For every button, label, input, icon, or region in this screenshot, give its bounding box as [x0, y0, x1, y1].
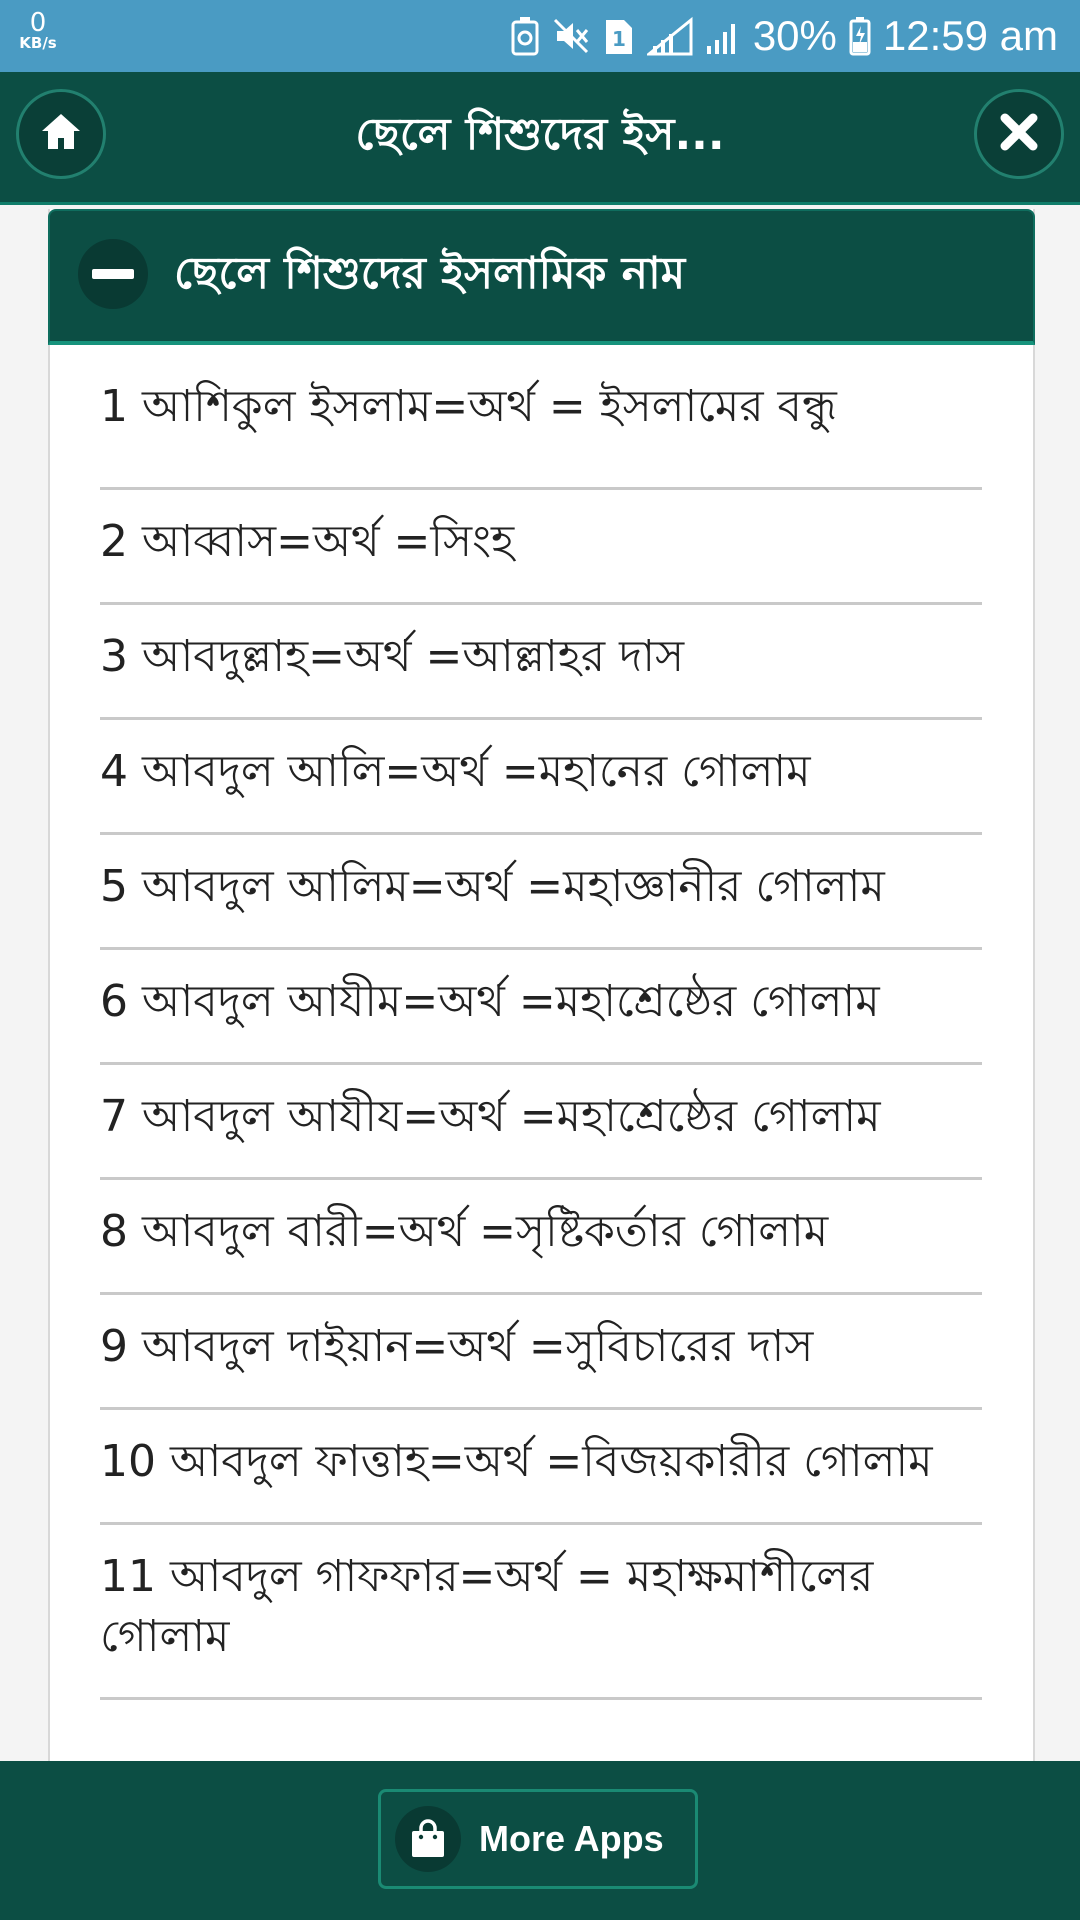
more-apps-button[interactable]	[378, 1789, 698, 1889]
network-speed-unit: KB/s	[19, 34, 57, 52]
list-item: 1 আশিকুল ইসলাম=অর্থ = ইসলামের বন্ধু	[100, 345, 982, 490]
list-item: 8 আবদুল বারী=অর্থ =সৃষ্টিকর্তার গোলাম	[100, 1180, 982, 1295]
list-item: 10 আবদুল ফাত্তাহ=অর্থ =বিজয়কারীর গোলাম	[100, 1410, 982, 1525]
list-item: 9 আবদুল দাইয়ান=অর্থ =সুবিচারের দাস	[100, 1295, 982, 1410]
home-icon	[39, 110, 83, 158]
names-list	[100, 345, 982, 1700]
mute-icon	[551, 16, 591, 56]
app-bar	[0, 72, 1080, 205]
sim-1-icon	[603, 16, 635, 56]
bottom-bar	[0, 1761, 1080, 1920]
network-speed	[16, 10, 60, 51]
signal-strength-icon-1	[647, 16, 693, 56]
list-item: 11 আবদুল গাফফার=অর্থ = মহাক্ষমাশীলের গোলাম	[100, 1525, 982, 1700]
list-item: 7 আবদুল আযীয=অর্থ =মহাশ্রেষ্ঠের গোলাম	[100, 1065, 982, 1180]
collapse-icon[interactable]	[78, 239, 148, 309]
close-icon	[997, 110, 1041, 158]
status-bar	[0, 0, 1080, 72]
network-speed-value: 0	[29, 8, 47, 38]
battery-charging-icon	[849, 16, 871, 56]
list-item: 6 আবদুল আযীম=অর্থ =মহাশ্রেষ্ঠের গোলাম	[100, 950, 982, 1065]
list-item: 4 আবদুল আলি=অর্থ =মহানের গোলাম	[100, 720, 982, 835]
names-accordion	[48, 209, 1035, 1771]
close-button[interactable]	[974, 89, 1064, 179]
signal-strength-icon-2	[705, 16, 741, 56]
battery-percent: 30%	[752, 12, 837, 59]
more-apps-label: More Apps	[479, 1818, 664, 1859]
list-item: 3 আবদুল্লাহ=অর্থ =আল্লাহর দাস	[100, 605, 982, 720]
home-button[interactable]	[16, 89, 106, 179]
page-title: ছেলে শিশুদের ইস...	[355, 108, 725, 160]
section-title: ছেলে শিশুদের ইসলামিক নাম	[174, 247, 686, 299]
list-item: 2 আব্বাস=অর্থ =সিংহ	[100, 490, 982, 605]
list-item: 5 আবদুল আলিম=অর্থ =মহাজ্ঞানীর গোলাম	[100, 835, 982, 950]
clock: 12:59 am	[882, 12, 1058, 59]
svg-text:1: 1	[611, 27, 626, 51]
accordion-header[interactable]	[48, 209, 1035, 345]
shopping-bag-icon	[395, 1806, 461, 1872]
recycle-notification-icon	[511, 16, 539, 56]
